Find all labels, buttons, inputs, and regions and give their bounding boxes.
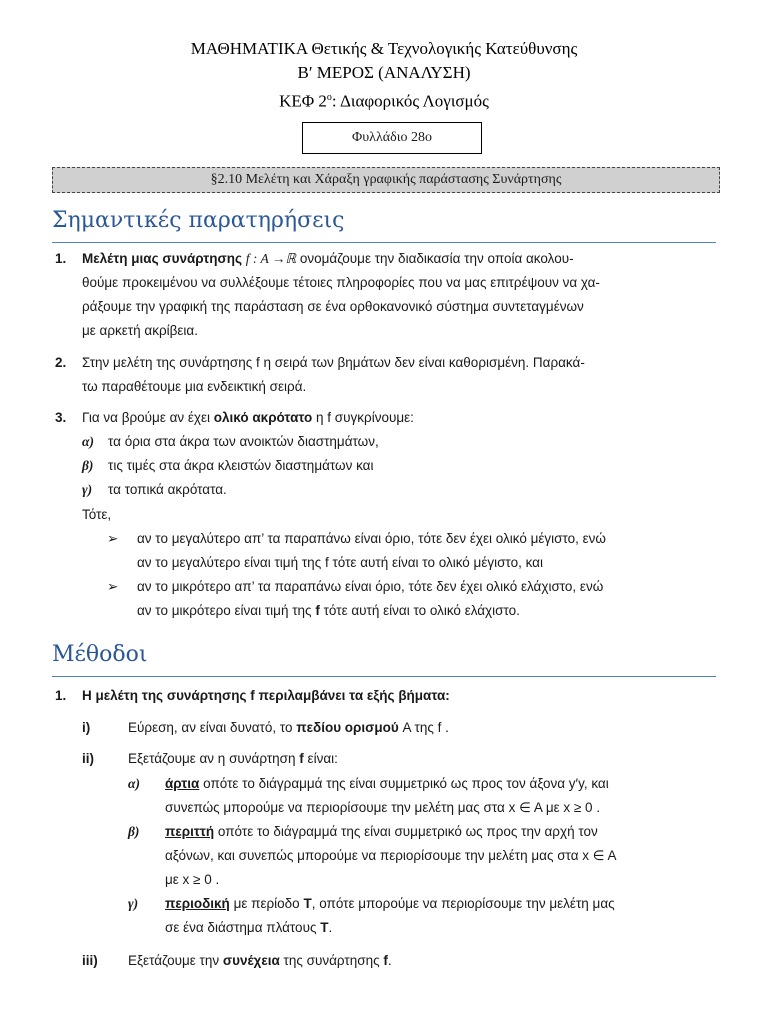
bullet-1-line-1: αν το μεγαλύτερο απ’ τα παραπάνω είναι όριο, τότε δεν έχει ολικό μέγιστο, ενώ [137,531,606,546]
methods-heading-rule [52,676,716,677]
note-1-line-3: ράξουμε την γραφική της παράσταση σε ένα ορθοκανονικό σύστημα συντεταγμένων [82,299,584,314]
notes-heading-rule [52,242,716,243]
note-3-line-1: Για να βρούμε αν έχει ολικό ακρότατο η f συγκρίνουμε: [82,410,414,425]
note-3-number: 3. [55,410,67,425]
doc-title-line-3: ΚΕΦ $2^o$: Διαφορικός Λογισμός [279,91,489,111]
note-1-number: 1. [55,251,67,266]
bullet-2-line-1: αν το μικρότερο απ’ τα παραπάνω είναι όριο, τότε δεν έχει ολικό ελάχιστο, ενώ [137,579,604,594]
method-1-title: Η μελέτη της συνάρτησης f περιλαμβάνει τα εξής βήματα: [82,688,450,703]
doc-title-line-1: ΜΑΘΗΜΑΤΙΚΑ Θετικής & Τεχνολογικής Κατεύθυνσης [190,39,578,58]
note-3-g-label: γ) [82,482,93,497]
step-ii-a-line-2: συνεπώς μπορούμε να περιορίσουμε την μελέτη μας στα x ∈ A με x ≥ 0 . [165,800,601,815]
arrow-bullet-icon: ➢ [107,579,119,594]
step-ii-b-line-2: αξόνων, και συνεπώς μπορούμε να περιορίσουμε την μελέτη μας στα x ∈ A [165,848,617,863]
step-iii-text: Εξετάζουμε την συνέχεια της συνάρτησης f. [128,953,392,968]
bullet-2-line-2: αν το μικρότερο είναι τιμή της f τότε αυτή είναι το ολικό ελάχιστο. [137,603,520,618]
note-3-a-text: τα όρια στα άκρα των ανοικτών διαστημάτων, [108,434,379,449]
step-ii-b-line-1: περιττή οπότε το διάγραμμά της είναι συμμετρικό ως προς την αρχή τον [165,824,598,839]
note-2-line-2: τω παραθέτουμε μια ενδεικτική σειρά. [82,379,307,394]
step-ii-label: ii) [82,751,94,766]
arrow-bullet-icon: ➢ [107,531,119,546]
step-ii-a-line-1: άρτια οπότε το διάγραμμά της είναι συμμετρικό ως προς τον άξονα y′y, και [165,776,609,791]
note-3-g-text: τα τοπικά ακρότατα. [108,482,227,497]
step-ii-g-line-2: σε ένα διάστημα πλάτους T. [165,920,333,935]
note-3-b-label: β) [82,458,94,473]
step-ii-g-label: γ) [128,896,139,911]
note-2-number: 2. [55,355,67,370]
sheet-number-box: Φυλλάδιο 28ο [302,122,482,154]
note-2-line-1: Στην μελέτη της συνάρτησης f η σειρά των βημάτων δεν είναι καθορισμένη. Παρακά- [82,355,585,370]
doc-title-line-2: Β′ ΜΕΡΟΣ (ΑΝΑΛΥΣΗ) [297,63,471,82]
step-iii-label: iii) [82,953,98,968]
bullet-1-line-2: αν το μεγαλύτερο είναι τιμή της f τότε αυτή είναι το ολικό μέγιστο, και [137,555,543,570]
note-1-line-2: θούμε προκειμένου να συλλέξουμε τέτοιες πληροφορίες που να μας επιτρέψουν να χα- [82,275,600,290]
note-1-line-4: με αρκετή ακρίβεια. [82,323,198,338]
method-1-number: 1. [55,688,67,703]
note-3-tote: Τότε, [82,507,112,522]
step-i-label: i) [82,720,91,735]
methods-heading: Μέθοδοι [52,642,148,667]
step-ii-text: Εξετάζουμε αν η συνάρτηση f είναι: [128,751,338,766]
section-title-band: §2.10 Μελέτη και Χάραξη γραφικής παράστασης Συνάρτησης [52,167,720,193]
step-ii-b-line-3: με x ≥ 0 . [165,872,220,887]
notes-heading: Σημαντικές παρατηρήσεις [52,208,345,233]
step-ii-a-label: α) [128,776,140,791]
note-3-b-text: τις τιμές στα άκρα κλειστών διαστημάτων και [108,458,374,473]
step-ii-g-line-1: περιοδική με περίοδο T, οπότε μπορούμε να περιορίσουμε την μελέτη μας [165,896,615,911]
step-ii-b-label: β) [128,824,140,839]
note-3-a-label: α) [82,434,94,449]
step-i-text: Εύρεση, αν είναι δυνατό, το πεδίου ορισμού A της f . [128,720,449,735]
note-1-line-1: Μελέτη μιας συνάρτησης f : A →ℝ ονομάζουμε την διαδικασία την οποία ακολου- [82,251,574,266]
